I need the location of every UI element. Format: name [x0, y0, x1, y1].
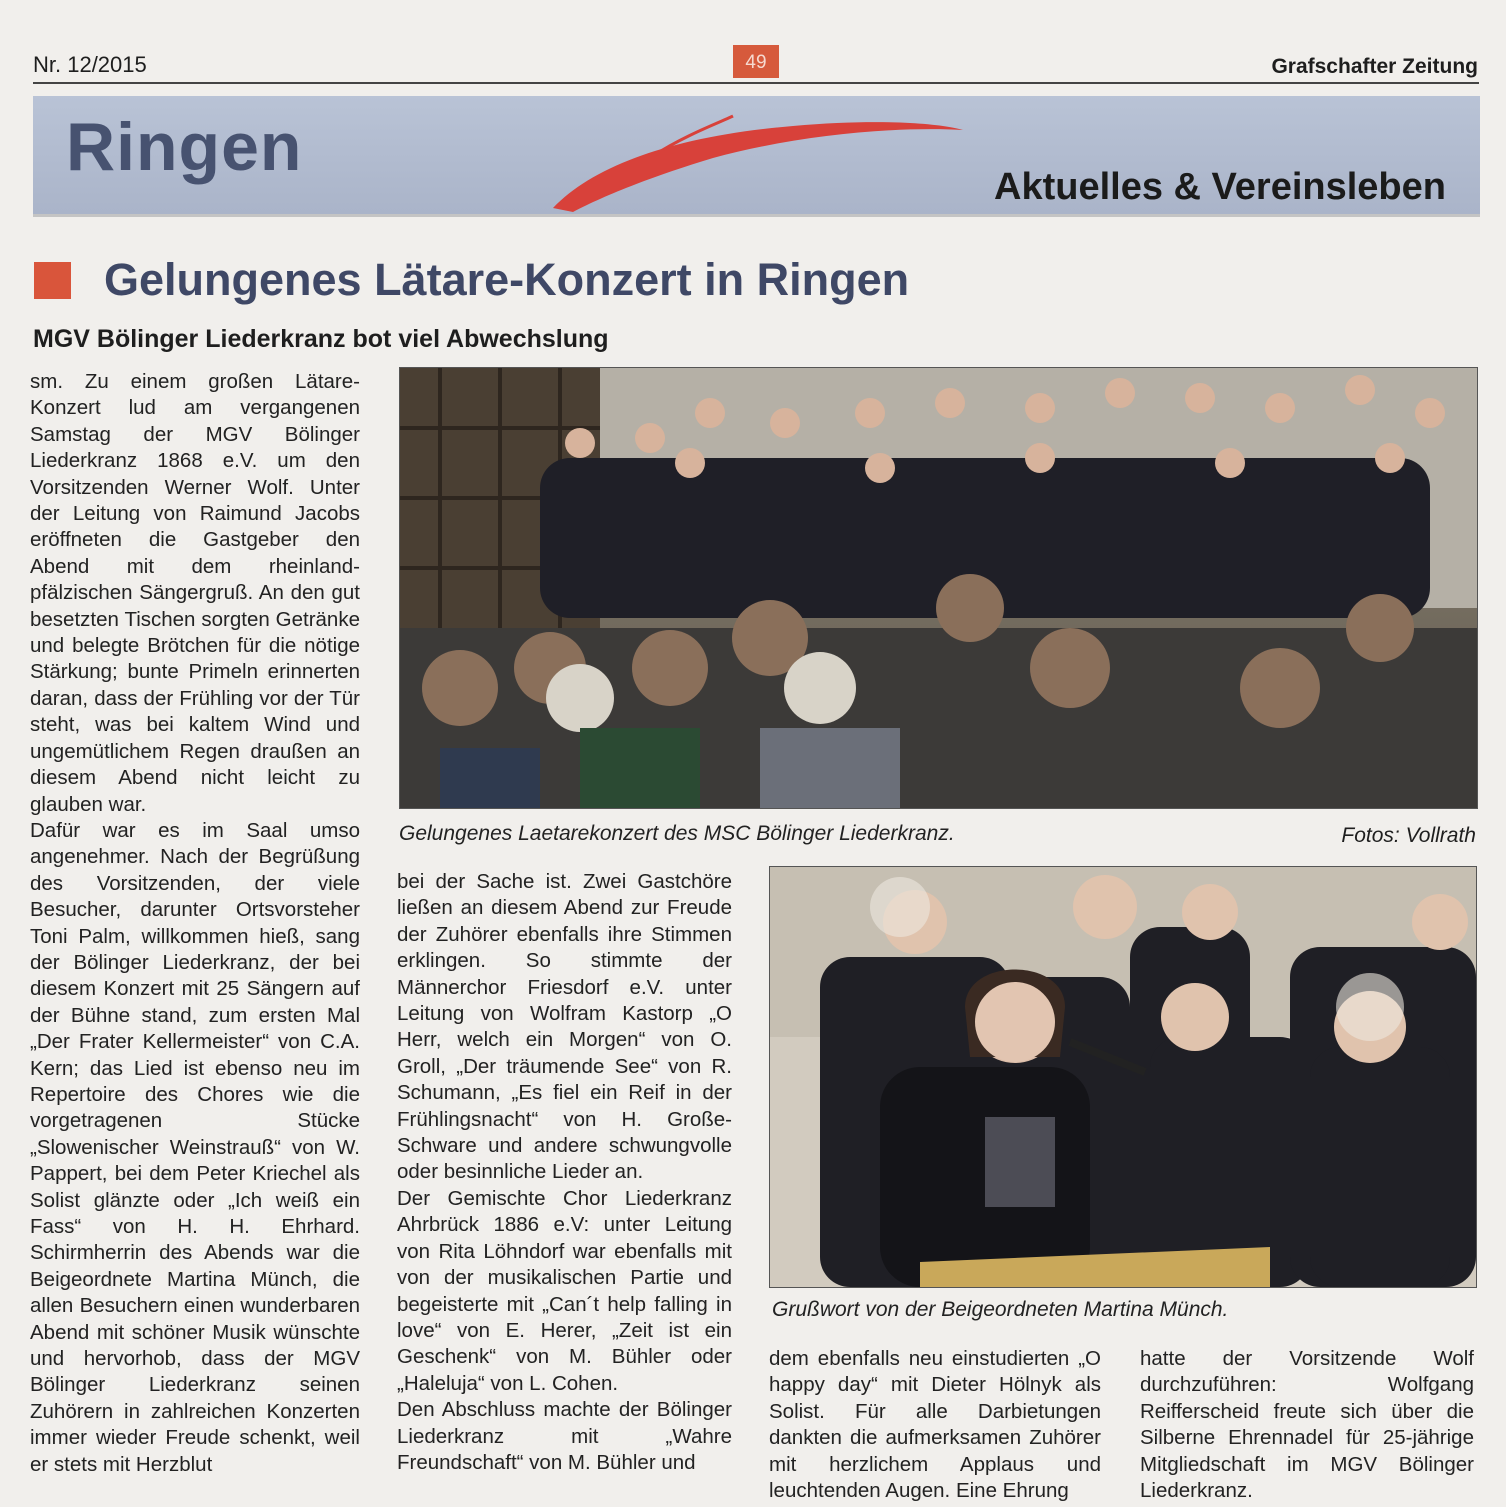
- headline-marker: [34, 262, 71, 299]
- paragraph: bei der Sache ist. Zwei Gastchöre ließen an diesem Abend zur Freude der Zuhörer ebenfalls ihre Stimmen erklingen. So stimmte der Männerchor Friesdorf e.V. unter Leitung von Wolfram Kastorp „O Herr, welch ein Morgen“ von O. Groll, „Der träumende See“ von R. Schumann, „Es fiel ein Reif in der Frühlingsnacht“ von H. Große-Schware und andere schwungvolle oder besinnliche Lieder an.: [397, 870, 732, 1184]
- speaker-photo-image: [770, 867, 1476, 1287]
- paragraph: Dafür war es im Saal umso angenehmer. Nach der Begrüßung des Vorsitzenden, der viele Besucher, darunter Ortsvorsteher Toni Palm, willkommen hieß, sang der Bölinger Liederkranz, der bei diesem Konzert mit 25 Sängern auf der Bühne stand, zum ersten Mal „Der Frater Kellermeister“ von C.A. Kern; das Lied ist ebenso neu im Repertoire des Chores wie die vorgetragenen Stücke „Slowenischer Weinstrauß“ von W. Pappert, bei dem Peter Kriechel als Solist glänzte oder „Ich weiß ein Fass“ von H. H. Ehrhard. Schirmherrin des Abends war die Beigeordnete Martina Münch, die allen Besuchern einen wunderbaren Abend mit schöner Musik wünschte und hervorhob, dass der MGV Bölinger Liederkranz seinen Zuhörern in zahlreichen Konzerten immer wieder Freude schenkt, weil er stets mit Herzblut: [30, 818, 360, 1476]
- photo-caption: Gelungenes Laetarekonzert des MSC Bölinger Liederkranz.: [399, 822, 955, 845]
- article-column-4: [1140, 1346, 1474, 1504]
- article-subheadline: MGV Bölinger Liederkranz bot viel Abwechslung: [33, 325, 609, 353]
- header-rule: [33, 82, 1479, 84]
- newspaper-name: Grafschafter Zeitung: [1271, 55, 1478, 78]
- paragraph: sm. Zu einem großen Lätare-Konzert lud am vergangenen Samstag der MGV Bölinger Liederkranz 1868 e.V. um den Vorsitzenden Werner Wolf. Unter der Leitung von Raimund Jacobs eröffneten die Gastgeber den Abend mit dem rheinland-pfälzischen Sängergruß. An den gut besetzten Tischen sorgten Getränke und belegte Brötchen für die nötige Stärkung; bunte Primeln erinnerten daran, dass der Frühling vor der Tür steht, was bei kaltem Wind und ungemütlichem Regen draußen an diesem Abend nicht leicht zu glauben war.: [30, 370, 360, 816]
- section-banner: [33, 96, 1480, 217]
- issue-number: Nr. 12/2015: [33, 52, 147, 77]
- page-number-badge: 49: [733, 45, 779, 78]
- choir-photo: [399, 367, 1478, 809]
- photo-credit: Fotos: Vollrath: [1341, 824, 1476, 847]
- choir-photo-image: [400, 368, 1477, 808]
- article-column-2: [397, 869, 732, 1476]
- article-column-1: [30, 369, 360, 1478]
- article-column-3: [769, 1346, 1101, 1504]
- section-title: Ringen: [66, 109, 303, 185]
- paragraph: hatte der Vorsitzende Wolf durchzuführen: Wolfgang Reifferscheid freute sich über die Silberne Ehrennadel für 25-jährige Mitgliedschaft im MGV Bölinger Liederkranz.: [1140, 1347, 1474, 1503]
- paragraph: dem ebenfalls neu einstudierten „O happy day“ mit Dieter Hölnyk als Solist. Für alle Darbietungen dankten die aufmerksamen Zuhörer mit herzlichem Applaus und leuchtenden Augen. Eine Ehrung: [769, 1347, 1101, 1503]
- paragraph: Den Abschluss machte der Bölinger Liederkranz mit „Wahre Freundschaft“ von M. Bühler und: [397, 1398, 732, 1474]
- section-subtitle: Aktuelles & Vereinsleben: [994, 166, 1446, 208]
- paragraph: Der Gemischte Chor Liederkranz Ahrbrück 1886 e.V: unter Leitung von Rita Löhndorf war ebenfalls mit von der musikalischen Partie und begeisterte mit „Can´t help falling in love“ von E. Herer, „Zeit ist ein Geschenk“ von M. Bühler oder „Haleluja“ von L. Cohen.: [397, 1186, 732, 1395]
- photo-caption: Grußwort von der Beigeordneten Martina Münch.: [772, 1298, 1229, 1321]
- article-headline: Gelungenes Lätare-Konzert in Ringen: [104, 254, 910, 305]
- speaker-photo: [769, 866, 1477, 1288]
